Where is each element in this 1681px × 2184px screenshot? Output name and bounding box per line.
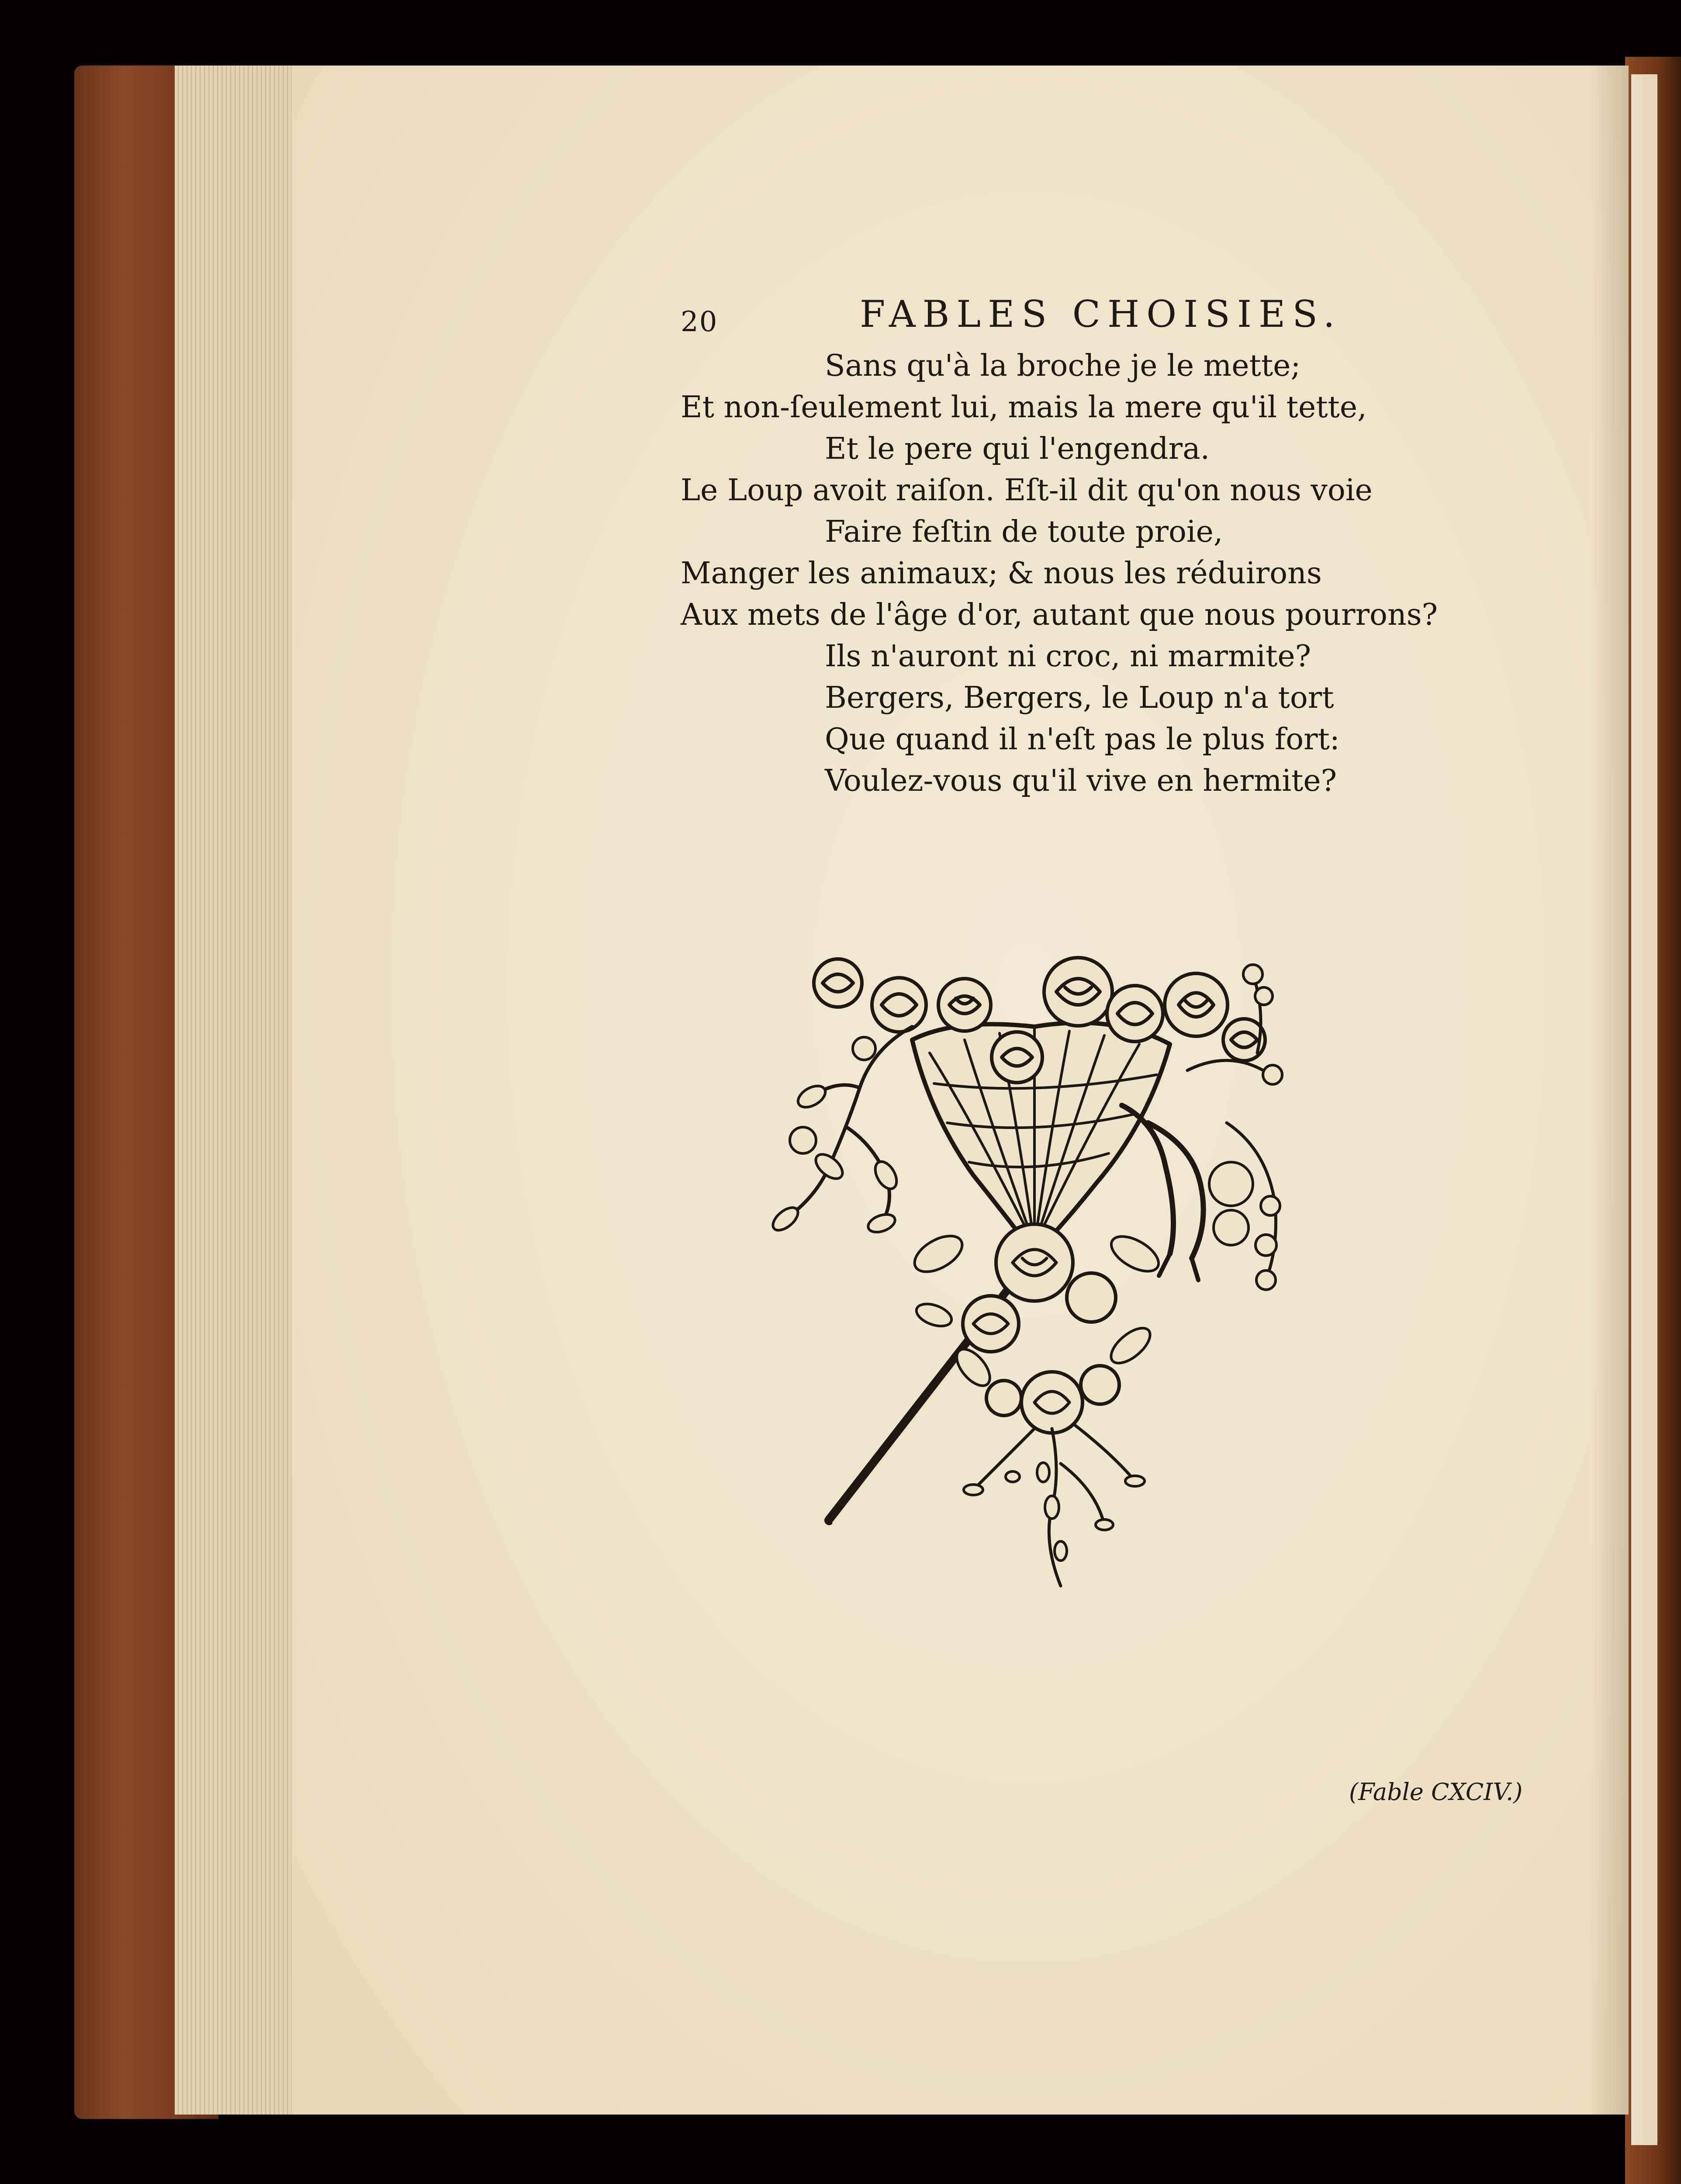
verse-line: Que quand il n'eſt pas le plus fort:	[825, 722, 1340, 757]
catchword: (Fable CXCIV.)	[1349, 1778, 1523, 1806]
verse-line: Voulez-vous qu'il vive en hermite?	[825, 764, 1337, 798]
verse-line: Et le pere qui l'engendra.	[825, 432, 1210, 466]
verse-line: Et non-ſeulement lui, mais la mere qu'il tette,	[681, 390, 1367, 425]
page-number: 20	[681, 306, 718, 338]
verse-line: Bergers, Bergers, le Loup n'a tort	[825, 681, 1334, 715]
verse-line: Sans qu'à la broche je le mette;	[825, 349, 1301, 383]
page-stack-edge	[175, 66, 294, 2115]
verse-line: Manger les animaux; & nous les réduirons	[681, 556, 1322, 591]
book-page	[292, 66, 1629, 2115]
verse-line: Ils n'auront ni croc, ni marmite?	[825, 639, 1311, 674]
verse-line: Faire feſtin de toute proie,	[825, 515, 1223, 549]
verse-line: Aux mets de l'âge d'or, autant que nous pourrons?	[681, 598, 1438, 632]
verse-block	[681, 345, 1681, 802]
floral-basket-ornament-icon	[729, 939, 1340, 1595]
verse-line: Le Loup avoit raiſon. Eſt-il dit qu'on nous voie	[681, 473, 1373, 508]
page-header	[681, 293, 1620, 341]
running-title: FABLES CHOISIES.	[860, 293, 1342, 336]
